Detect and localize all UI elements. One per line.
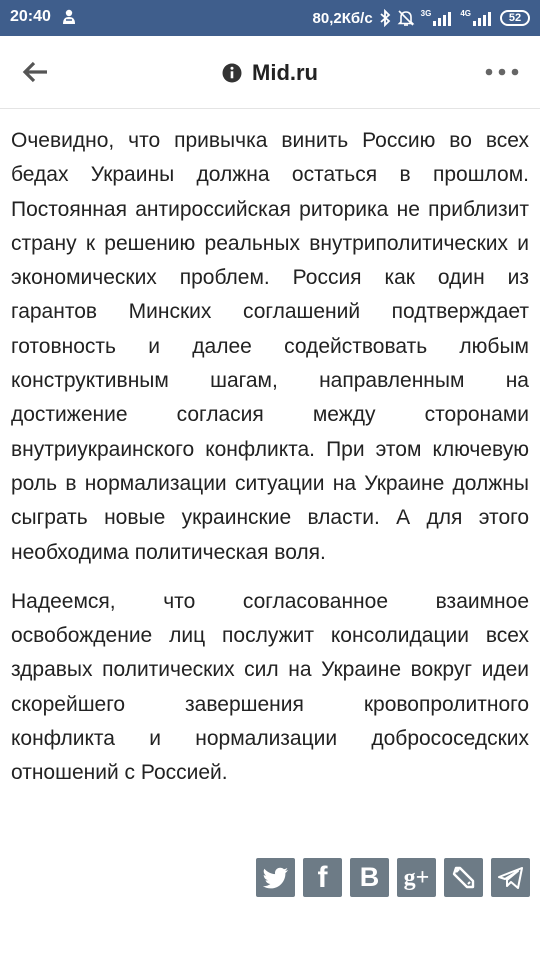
share-facebook-button[interactable] bbox=[303, 858, 342, 897]
livejournal-icon bbox=[451, 865, 477, 891]
status-time: 20:40 bbox=[10, 8, 51, 25]
share-google-plus-button[interactable] bbox=[397, 858, 436, 897]
signal-4g-label: 4G bbox=[460, 9, 471, 18]
share-buttons bbox=[256, 858, 530, 897]
battery-indicator: 52 bbox=[500, 10, 530, 26]
telegram-icon bbox=[498, 867, 524, 889]
vk-icon: B bbox=[359, 862, 380, 892]
signal-4g bbox=[460, 10, 494, 26]
status-bar bbox=[0, 0, 540, 36]
share-twitter-button[interactable] bbox=[256, 858, 295, 897]
share-telegram-button[interactable] bbox=[491, 858, 530, 897]
article-paragraph: Надеемся, что согласованное взаимное освобождение лиц послужит консолидации всех здравых политических сил на Украине вокруг идеи скорейшего завершения кровопролитного конфликта и нормализации добрососедских отношений с Россией. bbox=[11, 589, 529, 785]
network-speed: 80,2Кб/с bbox=[312, 9, 373, 27]
google-plus-icon: g+ bbox=[403, 864, 430, 891]
notification-app-icon bbox=[60, 8, 78, 26]
article-paragraph: Очевидно, что привычка винить Россию во всех бедах Украины должна остаться в прошлом. Постоянная антироссийская риторика не приблизит страну к решению реальных внутриполитических и экономических проблем. Россия как один из гарантов Минских соглашений подтверждает готовность и далее содействовать любым конструктивным шагам, направленным на достижение согласия между сторонами внутриукраинского конфликта. При этом ключевую роль в нормализации ситуации на Украине должны сыграть новые украинские власти. А для этого необходима политическая воля. bbox=[11, 129, 529, 564]
bell-muted-icon bbox=[397, 9, 415, 27]
info-icon[interactable] bbox=[222, 63, 242, 83]
share-vk-button[interactable] bbox=[350, 858, 389, 897]
facebook-icon: f bbox=[317, 860, 328, 894]
signal-bars-icon bbox=[472, 10, 494, 26]
page-title: Mid.ru bbox=[252, 60, 318, 85]
signal-3g bbox=[421, 10, 455, 26]
share-livejournal-button[interactable] bbox=[444, 858, 483, 897]
article-body bbox=[11, 124, 529, 791]
page-title-group bbox=[0, 60, 540, 86]
signal-bars-icon bbox=[432, 10, 454, 26]
browser-toolbar bbox=[0, 36, 540, 109]
more-options-button[interactable] bbox=[482, 60, 522, 84]
signal-3g-label: 3G bbox=[420, 9, 432, 18]
twitter-icon bbox=[263, 867, 289, 889]
more-dots-icon bbox=[485, 68, 519, 76]
status-indicators bbox=[313, 7, 530, 29]
bluetooth-icon bbox=[379, 9, 391, 27]
